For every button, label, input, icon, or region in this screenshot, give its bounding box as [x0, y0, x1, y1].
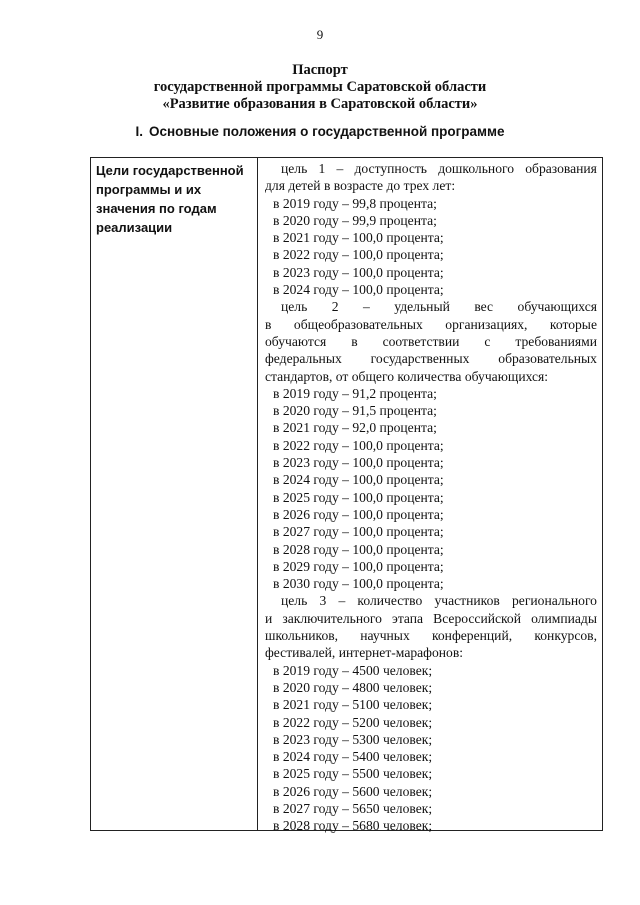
document-title: [0, 62, 640, 113]
text-line: для детей в возрасте до трех лет:: [265, 178, 456, 194]
word: 2: [331, 299, 339, 315]
word: участников: [434, 593, 500, 609]
word: обучающихся: [517, 299, 597, 315]
word: цель: [281, 299, 308, 315]
text-line: в 2023 году – 5300 человек;: [273, 731, 433, 747]
section-number: I.: [135, 124, 143, 139]
text-line: в 2026 году – 100,0 процента;: [273, 506, 444, 522]
text-line: в 2029 году – 100,0 процента;: [273, 558, 444, 574]
word: цель: [281, 161, 308, 176]
word: –: [336, 161, 344, 176]
word: с: [484, 333, 491, 349]
text-line: в 2024 году – 100,0 процента;: [273, 282, 444, 298]
goals-values-cell: [265, 160, 597, 835]
word: школьников,: [265, 628, 339, 644]
text-line: [265, 298, 597, 315]
text-line: фестивалей, интернет-марафонов:: [265, 645, 464, 661]
word: в: [265, 316, 272, 332]
word: цель: [281, 593, 308, 609]
word: общеобразовательных: [293, 316, 423, 332]
title-line-3: «Развитие образования в Саратовской области»: [162, 96, 478, 112]
text-line: [265, 333, 597, 350]
word: научных: [360, 628, 410, 644]
column-divider: [257, 158, 258, 830]
text-line: в 2019 году – 99,8 процента;: [273, 195, 437, 211]
text-line: в 2022 году – 100,0 процента;: [273, 437, 444, 453]
word: образования: [525, 161, 597, 176]
word: которые: [549, 316, 597, 332]
word: вес: [474, 299, 494, 315]
text-line: в 2020 году – 91,5 процента;: [273, 403, 437, 419]
title-line-1: Паспорт: [292, 62, 348, 78]
page-number: 9: [316, 27, 324, 42]
goals-label-cell: Цели государственной программы и их значения по годам реализации: [96, 163, 244, 235]
word: регионального: [511, 593, 597, 609]
text-line: в 2027 году – 100,0 процента;: [273, 524, 444, 540]
word: заключительного: [282, 610, 382, 626]
word: –: [338, 593, 346, 609]
word: 1: [318, 161, 326, 176]
word: соответствии: [382, 333, 460, 349]
text-line: в 2028 году – 100,0 процента;: [273, 541, 444, 557]
word: дошкольного: [438, 161, 515, 176]
text-line: [265, 610, 597, 627]
text-line: в 2026 году – 5600 человек;: [273, 783, 433, 799]
text-line: [265, 627, 597, 644]
text-line: в 2020 году – 4800 человек;: [273, 679, 433, 695]
word: Всероссийской: [433, 610, 522, 626]
text-line: в 2022 году – 5200 человек;: [273, 714, 433, 730]
text-line: стандартов, от общего количества обучающихся:: [265, 368, 549, 384]
text-line: [265, 350, 597, 367]
word: конкурсов,: [534, 628, 597, 644]
word: и: [265, 610, 273, 626]
text-line: в 2028 году – 5680 человек;: [273, 818, 433, 834]
text-line: в 2021 году – 100,0 процента;: [273, 230, 444, 246]
word: 3: [319, 593, 327, 609]
text-line: в 2022 году – 100,0 процента;: [273, 247, 444, 263]
text-line: в 2024 году – 100,0 процента;: [273, 472, 444, 488]
text-line: в 2025 году – 5500 человек;: [273, 766, 433, 782]
text-line: в 2030 году – 100,0 процента;: [273, 576, 444, 592]
text-line: в 2024 году – 5400 человек;: [273, 749, 433, 765]
word: доступность: [354, 161, 428, 176]
text-line: в 2019 году – 91,2 процента;: [273, 385, 437, 401]
text-line: [265, 316, 597, 333]
word: этапа: [391, 610, 424, 626]
text-line: в 2019 году – 4500 человек;: [273, 662, 433, 678]
text-line: в 2021 году – 92,0 процента;: [273, 420, 437, 436]
word: количество: [357, 593, 423, 609]
text-line: в 2021 году – 5100 человек;: [273, 697, 433, 713]
text-line: [265, 592, 597, 609]
text-line: в 2027 году – 5650 человек;: [273, 800, 433, 816]
word: требованиями: [515, 333, 597, 349]
word: в: [351, 333, 358, 349]
text-line: в 2023 году – 100,0 процента;: [273, 264, 444, 280]
title-line-2: государственной программы Саратовской области: [153, 79, 487, 95]
section-heading: [0, 124, 640, 139]
word: государственных: [370, 351, 470, 367]
section-title: Основные положения о государственной программе: [148, 124, 505, 139]
word: образовательных: [498, 351, 597, 367]
word: обучаются: [265, 333, 327, 349]
word: удельный: [394, 299, 450, 315]
text-line: в 2023 году – 100,0 процента;: [273, 455, 444, 471]
word: –: [363, 299, 370, 315]
text-line: в 2020 году – 99,9 процента;: [273, 212, 437, 228]
word: организациях,: [445, 316, 528, 332]
word: федеральных: [265, 351, 342, 367]
word: олимпиады: [531, 610, 597, 626]
word: конференций,: [431, 628, 513, 644]
text-line: в 2025 году – 100,0 процента;: [273, 489, 444, 505]
text-line: [265, 160, 597, 177]
passport-table: [90, 157, 603, 834]
